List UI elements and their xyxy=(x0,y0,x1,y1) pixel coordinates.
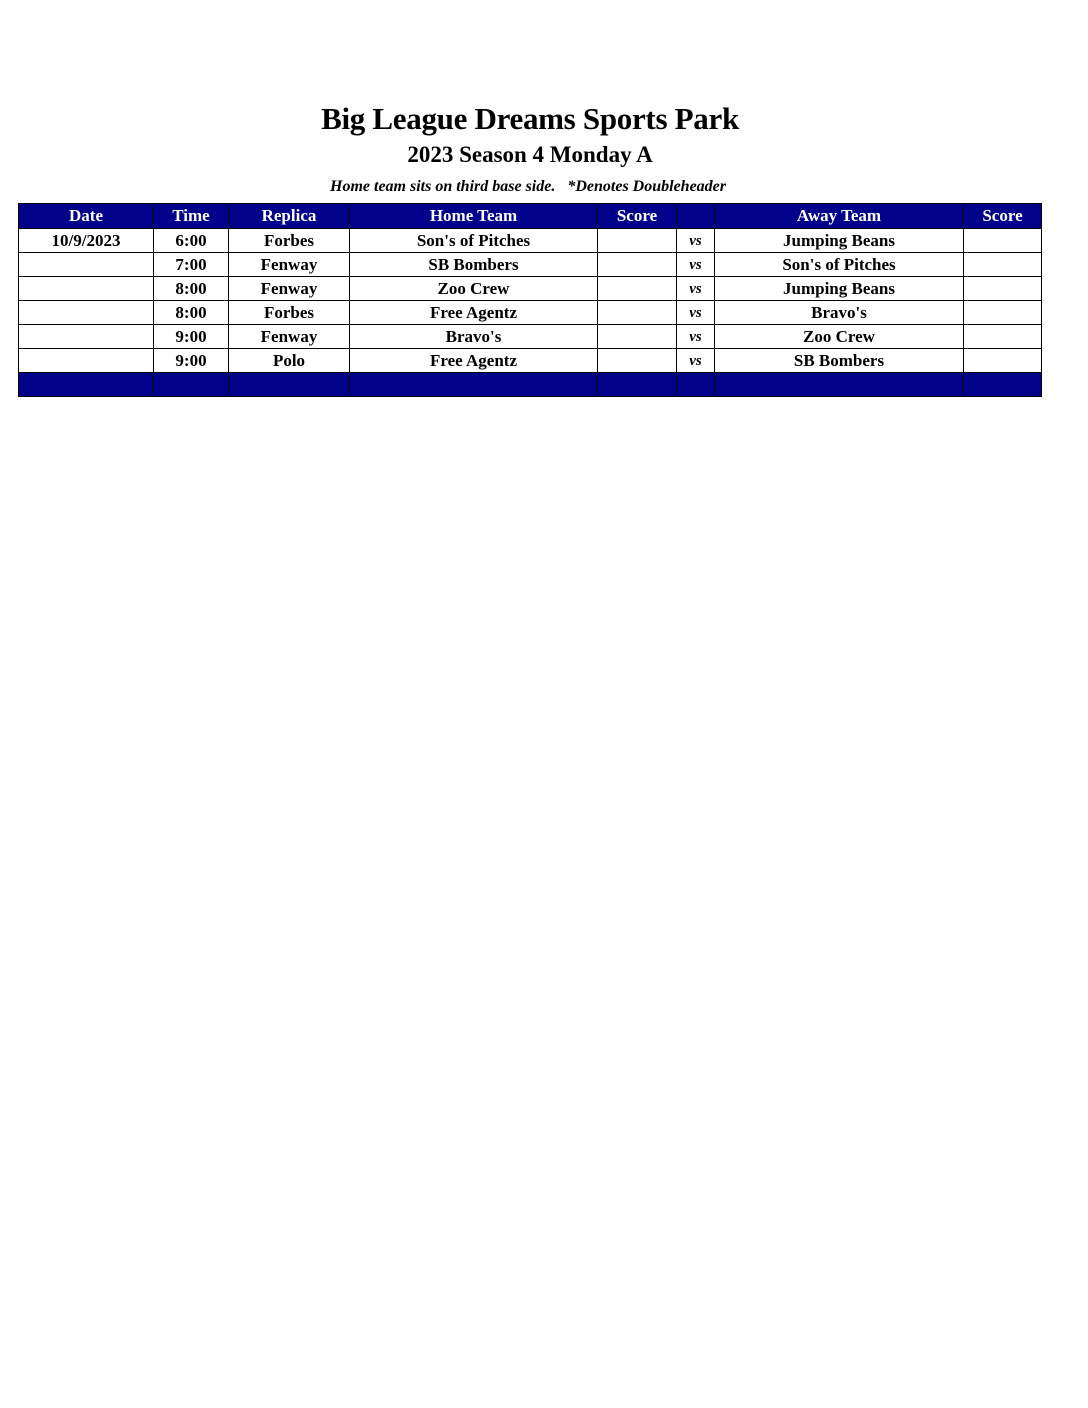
cell-home-team: Free Agentz xyxy=(350,349,598,373)
col-header-vs xyxy=(677,204,715,229)
cell-home-team: Bravo's xyxy=(350,325,598,349)
cell-replica: Forbes xyxy=(229,301,350,325)
cell-vs: vs xyxy=(677,253,715,277)
col-header-replica: Replica xyxy=(229,204,350,229)
season-subtitle: 2023 Season 4 Monday A xyxy=(407,142,653,167)
cell-home-score xyxy=(598,349,677,373)
table-row xyxy=(19,349,1042,373)
cell-date xyxy=(19,277,154,301)
cell-time: 9:00 xyxy=(154,325,229,349)
table-row xyxy=(19,301,1042,325)
cell-vs: vs xyxy=(677,277,715,301)
col-header-away-score: Score xyxy=(964,204,1042,229)
cell-date: 10/9/2023 xyxy=(19,229,154,253)
cell-date xyxy=(19,325,154,349)
cell-replica: Polo xyxy=(229,349,350,373)
cell-away-score xyxy=(964,277,1042,301)
cell-home-score xyxy=(598,301,677,325)
cell-away-score xyxy=(964,253,1042,277)
cell-replica: Fenway xyxy=(229,253,350,277)
cell-time: 6:00 xyxy=(154,229,229,253)
col-header-time: Time xyxy=(154,204,229,229)
footer-cell xyxy=(715,373,964,397)
table-footer-band xyxy=(19,373,1042,397)
footer-cell xyxy=(19,373,154,397)
table-row xyxy=(19,325,1042,349)
cell-vs: vs xyxy=(677,349,715,373)
cell-away-score xyxy=(964,301,1042,325)
cell-replica: Forbes xyxy=(229,229,350,253)
cell-away-team: Jumping Beans xyxy=(715,277,964,301)
cell-away-team: Son's of Pitches xyxy=(715,253,964,277)
cell-away-score xyxy=(964,349,1042,373)
col-header-home-team: Home Team xyxy=(350,204,598,229)
cell-home-score xyxy=(598,229,677,253)
cell-replica: Fenway xyxy=(229,277,350,301)
cell-home-team: Son's of Pitches xyxy=(350,229,598,253)
table-row xyxy=(19,253,1042,277)
cell-home-team: Free Agentz xyxy=(350,301,598,325)
cell-home-score xyxy=(598,325,677,349)
footer-cell xyxy=(598,373,677,397)
footer-cell xyxy=(350,373,598,397)
col-header-home-score: Score xyxy=(598,204,677,229)
cell-away-team: Bravo's xyxy=(715,301,964,325)
cell-date xyxy=(19,253,154,277)
cell-replica: Fenway xyxy=(229,325,350,349)
cell-away-score xyxy=(964,325,1042,349)
cell-home-team: SB Bombers xyxy=(350,253,598,277)
page-title: Big League Dreams Sports Park xyxy=(321,101,739,136)
table-row xyxy=(19,229,1042,253)
footer-cell xyxy=(229,373,350,397)
note-home-team: Home team sits on third base side. xyxy=(330,178,556,195)
footer-cell xyxy=(154,373,229,397)
cell-away-team: SB Bombers xyxy=(715,349,964,373)
cell-away-score xyxy=(964,229,1042,253)
schedule-note xyxy=(0,176,1056,198)
schedule-table xyxy=(18,203,1042,397)
header-row xyxy=(19,204,1042,229)
cell-time: 8:00 xyxy=(154,301,229,325)
col-header-away-team: Away Team xyxy=(715,204,964,229)
cell-vs: vs xyxy=(677,229,715,253)
footer-cell xyxy=(677,373,715,397)
cell-home-team: Zoo Crew xyxy=(350,277,598,301)
cell-date xyxy=(19,301,154,325)
note-doubleheader: *Denotes Doubleheader xyxy=(567,178,726,195)
cell-time: 7:00 xyxy=(154,253,229,277)
cell-time: 8:00 xyxy=(154,277,229,301)
cell-vs: vs xyxy=(677,301,715,325)
cell-away-team: Jumping Beans xyxy=(715,229,964,253)
cell-vs: vs xyxy=(677,325,715,349)
cell-time: 9:00 xyxy=(154,349,229,373)
cell-home-score xyxy=(598,277,677,301)
cell-away-team: Zoo Crew xyxy=(715,325,964,349)
footer-cell xyxy=(964,373,1042,397)
cell-date xyxy=(19,349,154,373)
col-header-date: Date xyxy=(19,204,154,229)
cell-home-score xyxy=(598,253,677,277)
table-row xyxy=(19,277,1042,301)
